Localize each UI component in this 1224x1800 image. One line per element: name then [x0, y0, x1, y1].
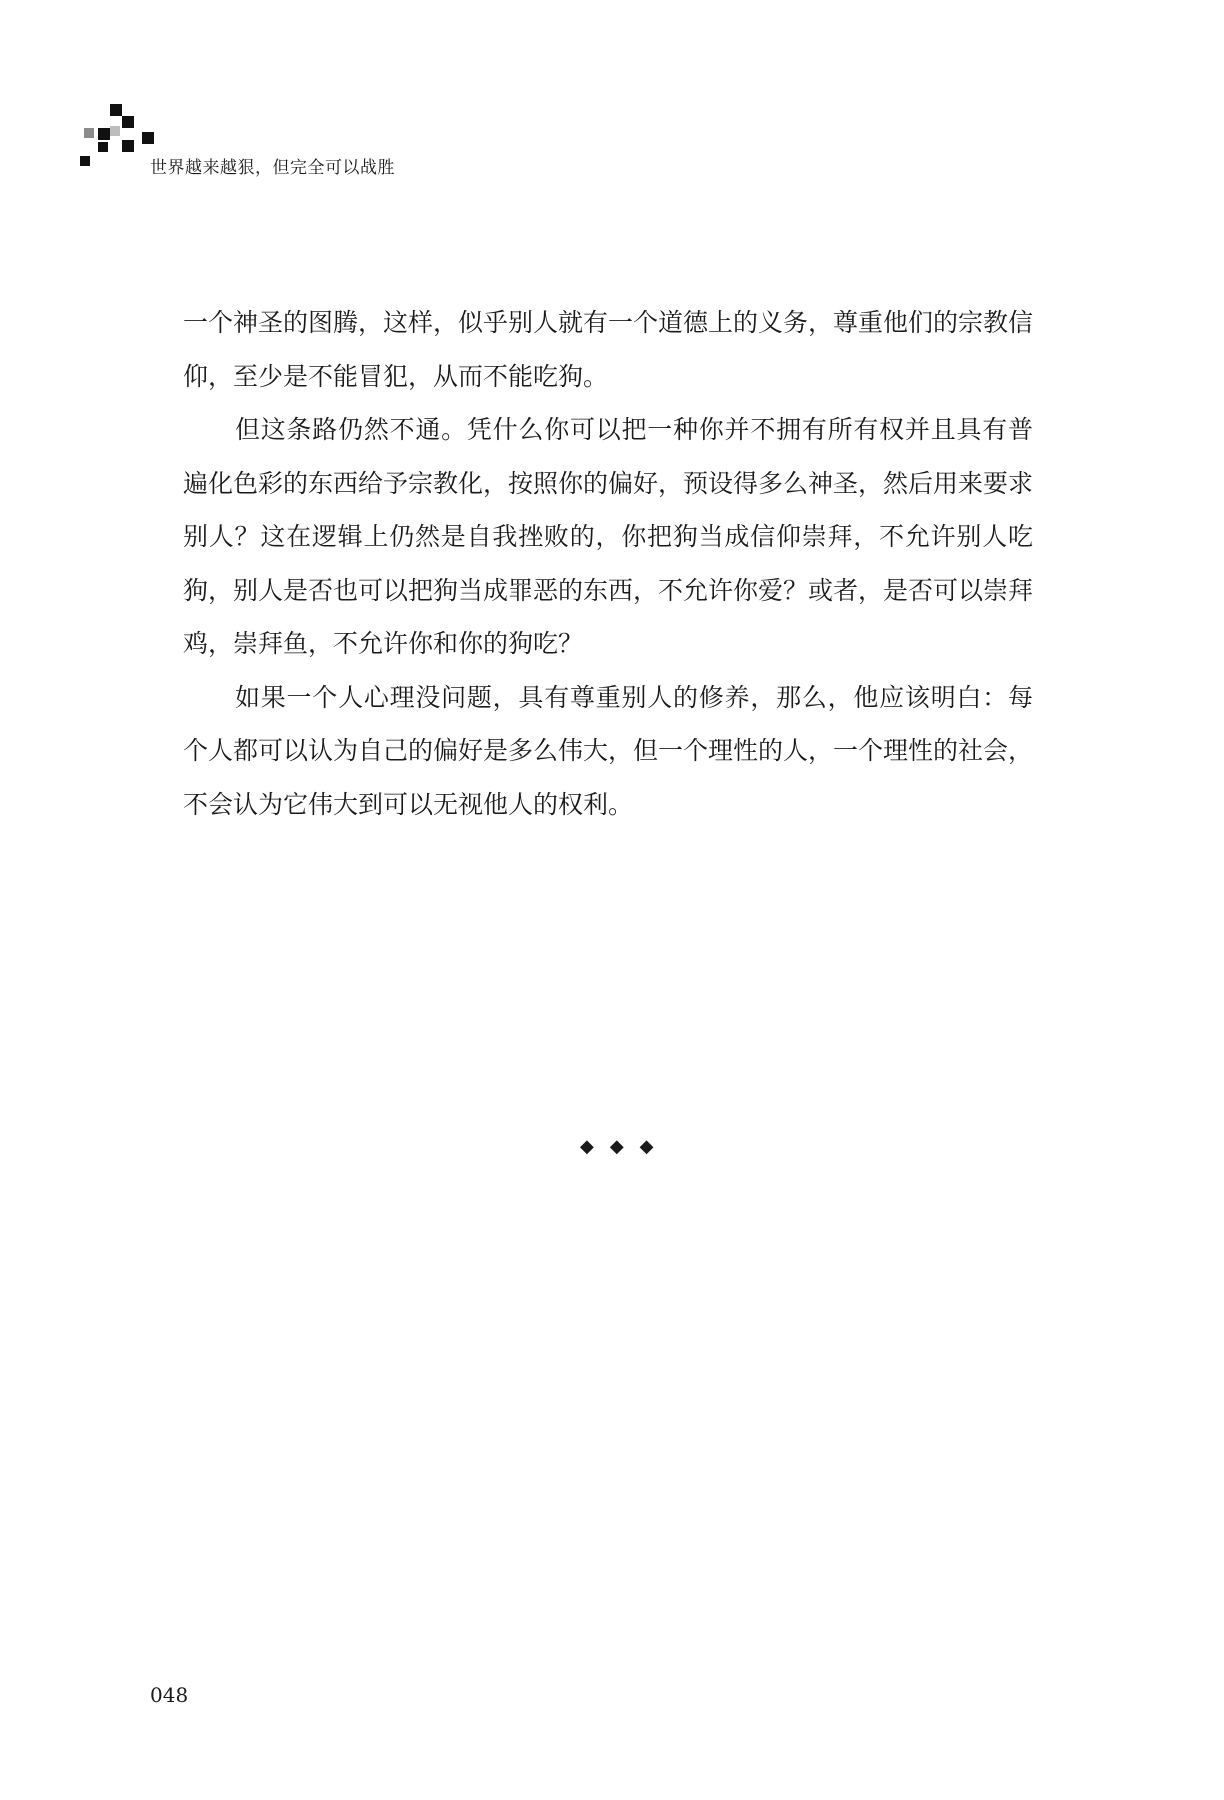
page-number: 048	[150, 1683, 189, 1707]
paragraph-1: 一个神圣的图腾，这样，似乎别人就有一个道德上的义务，尊重他们的宗教信仰，至少是不能冒犯，从而不能吃狗。	[183, 308, 1034, 391]
body-text	[183, 296, 1033, 831]
running-head-title: 世界越来越狠，但完全可以战胜	[150, 158, 395, 178]
section-divider-ornament: ◆◆◆	[580, 1136, 670, 1157]
paragraph-3: 如果一个人心理没问题，具有尊重别人的修养，那么，他应该明白：每个人都可以认为自己的偏好是多么伟大，但一个理性的人，一个理性的社会，不会认为它伟大到可以无视他人的权利。	[183, 682, 1034, 819]
pixel-squares-logo-icon	[80, 104, 160, 174]
paragraph-2: 但这条路仍然不通。凭什么你可以把一种你并不拥有所有权并且具有普遍化色彩的东西给予宗教化，按照你的偏好，预设得多么神圣，然后用来要求别人？这在逻辑上仍然是自我挫败的，你把狗当成信仰崇拜，不允许别人吃狗，别人是否也可以把狗当成罪恶的东西，不允许你爱？或者，是否可以崇拜鸡，崇拜鱼，不允许你和你的狗吃？	[183, 415, 1034, 658]
